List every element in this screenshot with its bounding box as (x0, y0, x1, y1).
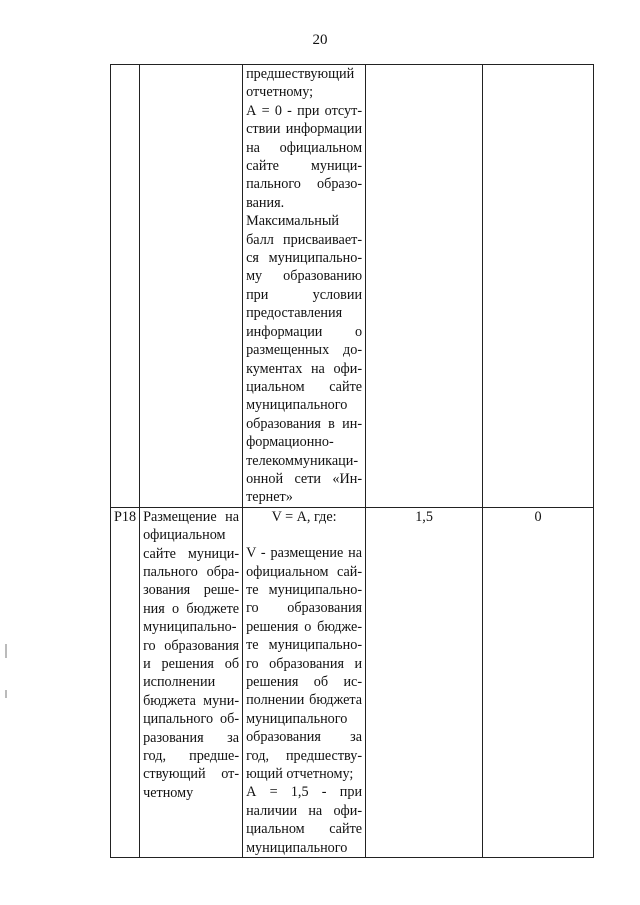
min-score-cell (483, 65, 594, 508)
formula-cell (243, 65, 366, 508)
scan-mark (5, 644, 7, 658)
min-score-cell: 0 (483, 507, 594, 857)
indicator-cell: Размещение на официальном сайте муниципального образования решения о бюджете муниципального образования и решения об исполнении бюджета муниципального образования за год, предшествующий отчетному (140, 507, 243, 857)
formula-paragraph: А = 1,5 - при наличии на официальном сайте муниципального (246, 784, 363, 856)
page-number: 20 (312, 32, 328, 48)
indicator-cell (140, 65, 243, 508)
spacer (246, 526, 362, 544)
max-score-cell: 1,5 (366, 507, 483, 857)
formula-cell (243, 507, 366, 857)
formula-paragraph: Максимальный балл присваивается муниципальному образованию при условии предоставления информации о размещенных документах на официальном сайте муниципального образования в информационно-телекоммуникационной сети «Интернет» (246, 213, 363, 506)
max-score-cell (366, 65, 483, 508)
table-row (111, 507, 594, 857)
formula-paragraph: предшествующий отчетному; (246, 66, 355, 101)
row-code-cell (111, 65, 140, 508)
formula-header: V = А, где: (271, 508, 337, 525)
scan-mark (5, 690, 7, 698)
row-code-cell: Р18 (111, 507, 140, 857)
table-row (111, 65, 594, 508)
formula-paragraph: V - размещение на официальном сайте муниципального образования решения о бюджете муниципального образования и решения об исполнении бюджета муниципального образования за год, предшествующий отчетному; (246, 545, 363, 783)
formula-paragraph: А = 0 - при отсутствии информации на официальном сайте муниципального образования. (246, 102, 363, 211)
criteria-table (110, 64, 594, 858)
